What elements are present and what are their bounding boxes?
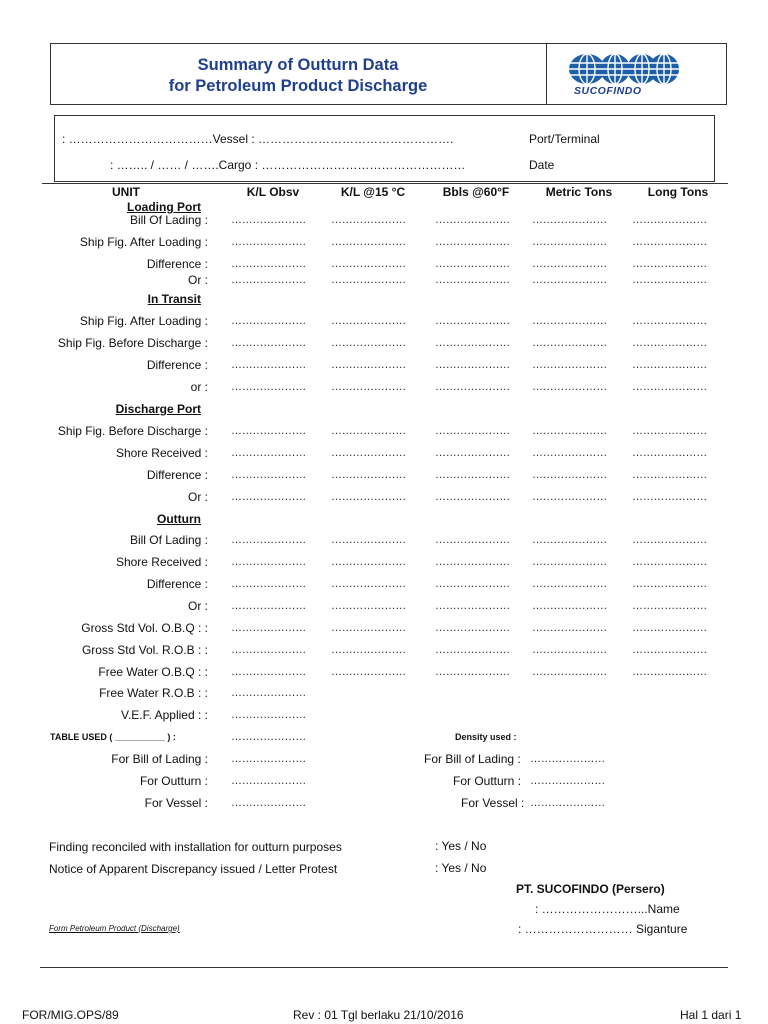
value-field: ………………… — [632, 600, 707, 612]
row-label: Bill Of Lading : — [129, 213, 208, 227]
table-used-label: TABLE USED ( __________ ) : — [50, 732, 176, 742]
row-label: Or : — [188, 273, 208, 287]
footer-rule — [40, 967, 728, 968]
density-outturn-label: For Outturn : — [453, 774, 522, 788]
value-field: ………………… — [532, 258, 607, 270]
company-name: PT. SUCOFINDO (Persero) — [516, 882, 665, 896]
value-field: ………………… — [231, 359, 306, 371]
form-name: Form Petroleum Product (Discharge) — [49, 924, 180, 933]
value-field: ………………… — [435, 600, 510, 612]
value-field: ………………… — [231, 709, 306, 721]
value-field: ………………… — [632, 622, 707, 634]
value-field: ………………… — [532, 359, 607, 371]
value-field: ………………… — [632, 534, 707, 546]
value-field: ………………… — [435, 578, 510, 590]
value-field: ………………… — [435, 491, 510, 503]
value-field: ………………… — [331, 556, 406, 568]
value-field: ………………… — [532, 214, 607, 226]
value-field: ………………… — [532, 644, 607, 656]
value-field: ………………… — [331, 600, 406, 612]
row-label: Ship Fig. Before Discharge : — [57, 424, 208, 438]
value-field: ………………… — [231, 491, 306, 503]
value-field: ………………… — [331, 337, 406, 349]
value-field: ………………… — [632, 258, 707, 270]
density-vessel-label: For Vessel : — [461, 796, 525, 810]
col-metric-tons: Metric Tons — [545, 185, 613, 199]
value-field: ………………… — [435, 425, 510, 437]
value-field: ………………… — [331, 236, 406, 248]
density-bol-label: For Bill of Lading : — [424, 752, 521, 766]
value-field: ………………… — [532, 491, 607, 503]
col-kl-15c: K/L @15 °C — [340, 185, 406, 199]
value-field: ………………… — [435, 214, 510, 226]
value-field: ………………… — [632, 236, 707, 248]
value-field: ………………… — [435, 666, 510, 678]
col-bbls-60f: Bbls @60°F — [442, 185, 510, 199]
notice-discrepancy-answer: : Yes / No — [435, 861, 487, 875]
value-field: ………………… — [231, 425, 306, 437]
sucofindo-logo — [568, 52, 680, 98]
value-field: ………………… — [532, 381, 607, 393]
value-field: ………………… — [231, 534, 306, 546]
value-field: ………………… — [532, 600, 607, 612]
value-field: ………………… — [331, 258, 406, 270]
value-field: ………………… — [231, 447, 306, 459]
row-label: Ship Fig. After Loading : — [79, 235, 208, 249]
section-outturn: Outturn — [157, 512, 201, 526]
table-bol-label: For Bill of Lading : — [111, 752, 208, 766]
value-field: ………………… — [532, 425, 607, 437]
value-field: ………………… — [532, 315, 607, 327]
date-label: Date — [529, 158, 555, 172]
value-field: ………………… — [331, 578, 406, 590]
value-field: ………………… — [331, 622, 406, 634]
value-field: ………………… — [632, 315, 707, 327]
value-field: ………………… — [231, 644, 306, 656]
row-label: or : — [190, 380, 208, 394]
value-field: ………………… — [331, 315, 406, 327]
value-field: ………………… — [632, 578, 707, 590]
value-field: ………………… — [530, 775, 605, 787]
table-outturn-label: For Outturn : — [139, 774, 208, 788]
row-label: Gross Std Vol. R.O.B : : — [81, 643, 208, 657]
value-field: ………………… — [532, 469, 607, 481]
row-label: Shore Received : — [115, 446, 208, 460]
value-field: ………………… — [632, 447, 707, 459]
value-field: ………………… — [532, 534, 607, 546]
table-vessel-label: For Vessel : — [144, 796, 208, 810]
name-line: : ……………………...Name — [535, 902, 680, 916]
value-field: ………………… — [231, 687, 306, 699]
col-kl-obsv: K/L Obsv — [246, 185, 300, 199]
value-field: ………………… — [231, 775, 306, 787]
value-field: ………………… — [331, 644, 406, 656]
vessel-line: : ………………………………Vessel : …………………………………………. — [62, 132, 454, 146]
cargo-line: : …….. / …… / …….Cargo : …………………………………………… — [110, 158, 466, 172]
row-label: Gross Std Vol. O.B.Q : : — [81, 621, 208, 635]
value-field: ………………… — [435, 236, 510, 248]
value-field: ………………… — [231, 666, 306, 678]
value-field: ………………… — [632, 644, 707, 656]
footer-page: Hal 1 dari 1 — [680, 1008, 742, 1022]
value-field: ………………… — [632, 666, 707, 678]
value-field: ………………… — [331, 359, 406, 371]
row-label: Ship Fig. After Loading : — [79, 314, 208, 328]
value-field: ………………… — [231, 236, 306, 248]
value-field: ………………… — [231, 214, 306, 226]
value-field: ………………… — [231, 258, 306, 270]
row-label: Free Water R.O.B : : — [99, 686, 208, 700]
footer-revision: Rev : 01 Tgl berlaku 21/10/2016 — [293, 1008, 464, 1022]
value-field: ………………… — [331, 425, 406, 437]
row-label: Ship Fig. Before Discharge : — [57, 336, 208, 350]
row-label: Difference : — [146, 468, 208, 482]
row-label: Difference : — [146, 577, 208, 591]
value-field: ………………… — [632, 425, 707, 437]
value-field: ………………… — [532, 666, 607, 678]
value-field: ………………… — [231, 753, 306, 765]
value-field: ………………… — [530, 753, 605, 765]
value-field: ………………… — [435, 644, 510, 656]
value-field: ………………… — [231, 381, 306, 393]
value-field: ………………… — [231, 274, 306, 286]
row-label: Shore Received : — [115, 555, 208, 569]
value-field: ………………… — [435, 274, 510, 286]
value-field: ………………… — [532, 447, 607, 459]
title-line-1: Summary of Outturn Data — [197, 56, 399, 74]
value-field: ………………… — [435, 337, 510, 349]
value-field: ………………… — [231, 315, 306, 327]
row-label: Free Water O.B.Q : : — [98, 665, 208, 679]
value-field: ………………… — [231, 469, 306, 481]
title-line-2: for Petroleum Product Discharge — [168, 77, 428, 95]
row-label: Bill Of Lading : — [129, 533, 208, 547]
value-field: ………………… — [231, 556, 306, 568]
value-field: ………………… — [532, 578, 607, 590]
value-field: ………………… — [231, 578, 306, 590]
footer-form-code: FOR/MIG.OPS/89 — [22, 1008, 119, 1022]
value-field: ………………… — [632, 274, 707, 286]
value-field: ………………… — [435, 381, 510, 393]
value-field: ………………… — [331, 447, 406, 459]
value-field: ………………… — [331, 469, 406, 481]
value-field: ………………… — [532, 337, 607, 349]
section-loading-port: Loading Port — [127, 200, 201, 214]
value-field: ………………… — [331, 666, 406, 678]
value-field: ………………… — [435, 315, 510, 327]
col-long-tons: Long Tons — [647, 185, 709, 199]
value-field: ………………… — [435, 534, 510, 546]
value-field: ………………… — [231, 600, 306, 612]
value-field: ………………… — [331, 381, 406, 393]
value-field: ………………… — [532, 236, 607, 248]
row-label: Difference : — [146, 257, 208, 271]
value-field: ………………… — [632, 214, 707, 226]
column-header-rule — [42, 183, 728, 184]
value-field: ………………… — [331, 214, 406, 226]
value-field: ………………… — [231, 337, 306, 349]
value-field: ………………… — [435, 447, 510, 459]
col-unit: UNIT — [112, 185, 140, 199]
value-field: ………………… — [331, 274, 406, 286]
signature-line: : ……………………… Siganture — [518, 922, 688, 936]
value-field: ………………… — [435, 359, 510, 371]
section-in-transit: In Transit — [147, 292, 201, 306]
section-discharge-port: Discharge Port — [115, 402, 201, 416]
finding-reconciled-text: Finding reconciled with installation for outturn purposes — [49, 840, 342, 854]
value-field: ………………… — [435, 258, 510, 270]
value-field: ………………… — [530, 797, 605, 809]
port-terminal-label: Port/Terminal — [529, 132, 600, 146]
row-label: Or : — [188, 490, 208, 504]
value-field: ………………… — [532, 274, 607, 286]
value-field: ………………… — [331, 534, 406, 546]
value-field: ………………… — [632, 469, 707, 481]
row-label: V.E.F. Applied : : — [121, 708, 208, 722]
value-field: ………………… — [231, 797, 306, 809]
value-field: ………………… — [532, 556, 607, 568]
value-field: ………………… — [231, 622, 306, 634]
header-divider — [546, 43, 547, 105]
globe-logo-icon — [568, 52, 680, 86]
finding-reconciled-answer: : Yes / No — [435, 839, 487, 853]
row-label: Or : — [188, 599, 208, 613]
density-used-label: Density used : — [455, 732, 517, 742]
logo-text: SUCOFINDO — [574, 85, 642, 97]
value-field: ………………… — [331, 491, 406, 503]
row-label: Difference : — [146, 358, 208, 372]
notice-discrepancy-text: Notice of Apparent Discrepancy issued / Letter Protest — [49, 862, 338, 876]
value-field: ………………… — [632, 491, 707, 503]
value-field: ………………… — [632, 359, 707, 371]
value-field: ………………… — [435, 469, 510, 481]
value-field: ………………… — [532, 622, 607, 634]
value-field: ………………… — [632, 337, 707, 349]
value-field: ………………… — [435, 622, 510, 634]
value-field: ………………… — [632, 381, 707, 393]
value-field: ………………… — [231, 731, 306, 743]
value-field: ………………… — [632, 556, 707, 568]
value-field: ………………… — [435, 556, 510, 568]
